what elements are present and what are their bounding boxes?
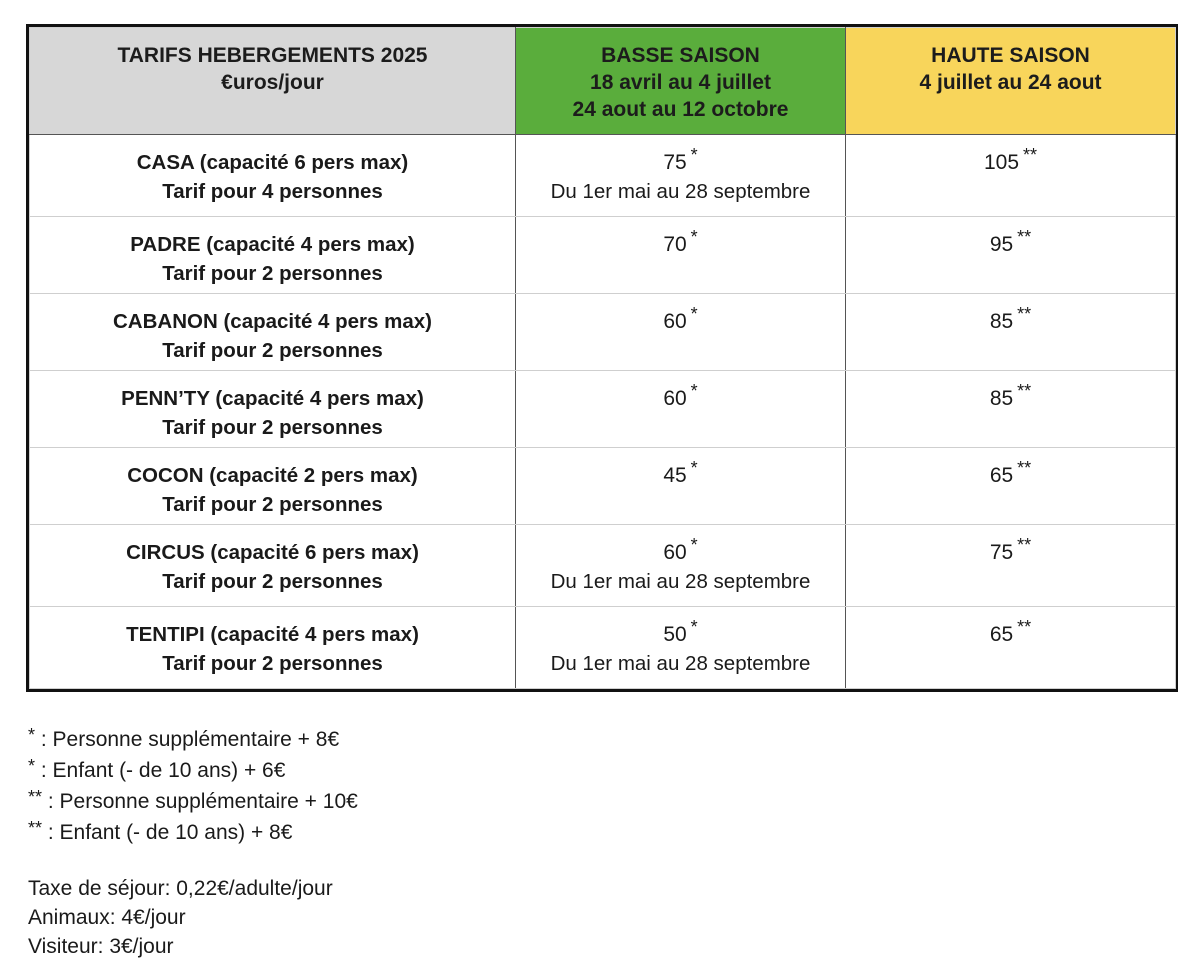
lodge-cell — [30, 294, 516, 371]
lodge-cell — [30, 448, 516, 525]
haute-price: 75 — [989, 541, 1014, 564]
footnote-text: : Personne supplémentaire + 8€ — [35, 728, 340, 751]
lodge-tarif: Tarif pour 2 personnes — [162, 570, 383, 593]
lodge-name: COCON (capacité 2 pers max) — [127, 464, 418, 487]
haute-price: 65 — [989, 623, 1014, 646]
basse-price-cell — [516, 525, 846, 607]
basse-saison-dates-2: 24 aout au 12 octobre — [572, 98, 789, 121]
footnote-mark: * — [28, 725, 36, 745]
price-mark: * — [690, 458, 698, 478]
haute-price-cell — [846, 607, 1176, 689]
basse-period: Du 1er mai au 28 septembre — [550, 570, 811, 593]
price-mark: ** — [1017, 458, 1032, 478]
price-mark: ** — [1023, 145, 1038, 165]
footnotes — [28, 724, 358, 848]
basse-period: Du 1er mai au 28 septembre — [550, 180, 811, 203]
extra-fees — [28, 874, 333, 961]
basse-price-cell — [516, 607, 846, 689]
basse-price-cell — [516, 135, 846, 217]
footnote-text: : Enfant (- de 10 ans) + 8€ — [42, 821, 293, 844]
basse-saison-title: BASSE SAISON — [601, 44, 760, 67]
lodge-cell — [30, 371, 516, 448]
footnote — [28, 724, 358, 755]
basse-price-cell — [516, 294, 846, 371]
lodge-name: PADRE (capacité 4 pers max) — [130, 233, 415, 256]
lodge-name: CIRCUS (capacité 6 pers max) — [126, 541, 419, 564]
footnote — [28, 755, 358, 786]
footnote-mark: * — [28, 756, 36, 776]
table-row — [30, 217, 1176, 294]
price-mark: ** — [1017, 381, 1032, 401]
footnote — [28, 817, 358, 848]
haute-price-cell — [846, 448, 1176, 525]
table-row — [30, 448, 1176, 525]
basse-price: 60 — [663, 310, 687, 333]
price-mark: ** — [1017, 304, 1032, 324]
lodge-tarif: Tarif pour 2 personnes — [162, 339, 383, 362]
price-mark: * — [690, 145, 698, 165]
lodge-name: CASA (capacité 6 pers max) — [136, 151, 409, 174]
basse-price: 60 — [663, 541, 687, 564]
table-row — [30, 294, 1176, 371]
basse-price: 45 — [663, 464, 687, 487]
table-row — [30, 525, 1176, 607]
price-mark: ** — [1017, 617, 1032, 637]
lodge-tarif: Tarif pour 2 personnes — [162, 493, 383, 516]
price-mark: * — [690, 381, 698, 401]
header-basse-saison — [516, 28, 846, 135]
haute-price: 105 — [983, 151, 1020, 174]
lodge-cell — [30, 217, 516, 294]
footnote-text: : Enfant (- de 10 ans) + 6€ — [35, 759, 286, 782]
basse-saison-dates-1: 18 avril au 4 juillet — [590, 71, 771, 94]
lodge-cell — [30, 525, 516, 607]
table-row — [30, 371, 1176, 448]
price-mark: * — [690, 535, 698, 555]
animaux-fee: Animaux: 4€/jour — [28, 906, 186, 929]
lodge-tarif: Tarif pour 2 personnes — [162, 652, 383, 675]
lodge-cell — [30, 607, 516, 689]
header-haute-saison — [846, 28, 1176, 135]
table-row — [30, 607, 1176, 689]
basse-price: 60 — [663, 387, 687, 410]
currency-unit: €uros/jour — [221, 71, 324, 94]
taxe-sejour: Taxe de séjour: 0,22€/adulte/jour — [28, 877, 333, 900]
price-mark: * — [690, 227, 698, 247]
haute-price: 85 — [989, 310, 1014, 333]
lodge-tarif: Tarif pour 2 personnes — [162, 262, 383, 285]
haute-price-cell — [846, 371, 1176, 448]
haute-price: 65 — [989, 464, 1014, 487]
footnote-text: : Personne supplémentaire + 10€ — [42, 790, 358, 813]
basse-price: 70 — [663, 233, 687, 256]
haute-saison-dates: 4 juillet au 24 aout — [919, 71, 1102, 94]
price-mark: * — [690, 304, 698, 324]
footnote-mark: ** — [28, 787, 43, 807]
haute-price: 95 — [989, 233, 1014, 256]
table-title: TARIFS HEBERGEMENTS 2025 — [117, 44, 428, 67]
lodge-name: TENTIPI (capacité 4 pers max) — [126, 623, 419, 646]
lodge-tarif: Tarif pour 4 personnes — [162, 180, 383, 203]
visiteur-fee: Visiteur: 3€/jour — [28, 935, 174, 958]
haute-saison-title: HAUTE SAISON — [931, 44, 1090, 67]
price-mark: * — [690, 617, 698, 637]
basse-price-cell — [516, 217, 846, 294]
price-mark: ** — [1017, 535, 1032, 555]
lodge-tarif: Tarif pour 2 personnes — [162, 416, 383, 439]
haute-price: 85 — [989, 387, 1014, 410]
lodge-name: CABANON (capacité 4 pers max) — [113, 310, 432, 333]
lodge-cell — [30, 135, 516, 217]
footnote-mark: ** — [28, 818, 43, 838]
basse-price: 75 — [663, 151, 687, 174]
pricing-table — [29, 27, 1176, 689]
basse-price-cell — [516, 448, 846, 525]
lodge-name: PENN’TY (capacité 4 pers max) — [121, 387, 424, 410]
price-mark: ** — [1017, 227, 1032, 247]
footnote — [28, 786, 358, 817]
haute-price-cell — [846, 217, 1176, 294]
basse-period: Du 1er mai au 28 septembre — [550, 652, 811, 675]
haute-price-cell — [846, 294, 1176, 371]
basse-price-cell — [516, 371, 846, 448]
header-label-cell — [30, 28, 516, 135]
haute-price-cell — [846, 525, 1176, 607]
pricing-table-frame — [26, 24, 1178, 692]
table-header-row — [30, 28, 1176, 135]
basse-price: 50 — [663, 623, 687, 646]
table-row — [30, 135, 1176, 217]
haute-price-cell — [846, 135, 1176, 217]
